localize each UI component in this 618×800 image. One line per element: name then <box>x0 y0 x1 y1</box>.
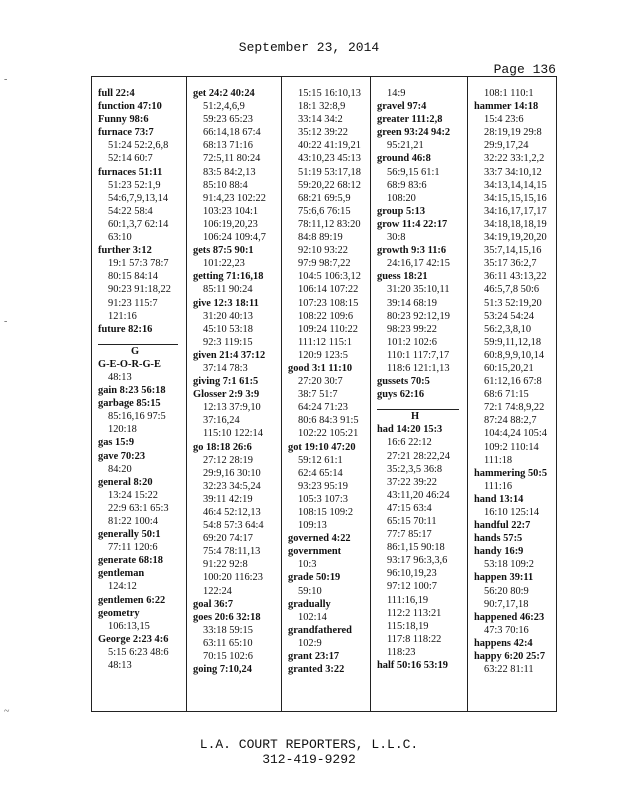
index-entry-continuation: 12:13 37:9,10 <box>203 402 261 414</box>
index-entry-continuation: 105:3 107:3 <box>298 493 348 505</box>
scan-margin-mark: - <box>4 74 8 85</box>
index-entry-continuation: 92:10 93:22 <box>298 245 348 257</box>
index-entry-continuation: 34:16,17,17,17 <box>484 205 547 217</box>
index-entry-continuation: 59:20,22 68:12 <box>298 179 361 191</box>
index-entry: George 2:23 4:6 <box>98 633 169 645</box>
index-entry-continuation: 111:16 <box>484 480 513 492</box>
index-entry-continuation: 39:14 68:19 <box>387 297 437 309</box>
index-entry-continuation: 81:22 100:4 <box>108 516 158 527</box>
index-entry-continuation: 39:11 42:19 <box>203 493 253 505</box>
index-entry-continuation: 35:7,14,15,16 <box>484 245 542 257</box>
index-entry-continuation: 97:9 98:7,22 <box>298 258 351 270</box>
index-entry-continuation: 97:12 100:7 <box>387 581 437 593</box>
section-letter: H <box>377 409 459 423</box>
index-entry-continuation: 87:24 88:2,7 <box>484 415 537 427</box>
index-entry-continuation: 63:22 81:11 <box>484 664 534 676</box>
index-entry-continuation: 51:19 53:17,18 <box>298 166 361 178</box>
index-entry-continuation: 84:8 89:19 <box>298 232 343 244</box>
index-entry-continuation: 85:16,16 97:5 <box>108 411 166 423</box>
index-entry-continuation: 72:5,11 80:24 <box>203 153 261 165</box>
index-entry-continuation: 13:24 15:22 <box>108 489 158 501</box>
index-entry-continuation: 118:23 <box>387 646 416 658</box>
index-entry: happens 42:4 <box>474 637 533 649</box>
index-entry: function 47:10 <box>98 101 162 113</box>
index-entry-continuation: 34:13,14,14,15 <box>484 179 547 191</box>
index-entry-continuation: 31:20 40:13 <box>203 310 253 322</box>
scan-margin-mark: - <box>4 316 8 327</box>
index-entry-continuation: 27:21 28:22,24 <box>387 450 450 462</box>
index-entry-continuation: 38:7 51:7 <box>298 389 338 401</box>
index-entry-continuation: 111:18 <box>484 454 513 466</box>
index-entry-continuation: 33:18 59:15 <box>203 624 253 636</box>
index-entry: government <box>288 546 342 558</box>
index-entry: green 93:24 94:2 <box>377 127 451 139</box>
index-entry-continuation: 112:2 113:21 <box>387 607 442 619</box>
index-entry-continuation: 51:24 52:2,6,8 <box>108 140 169 152</box>
index-entry-continuation <box>377 401 467 409</box>
index-entry-continuation: 56:2,3,8,10 <box>484 323 532 335</box>
index-entry: gain 8:23 56:18 <box>98 385 166 397</box>
index-entry-continuation: 37:22 39:22 <box>387 476 437 488</box>
index-entry-continuation: 120:18 <box>108 424 137 436</box>
index-entry-continuation: 60:15,20,21 <box>484 362 534 374</box>
index-entry-continuation: 68:13 71:16 <box>203 140 253 152</box>
index-entry: gentleman <box>98 568 145 580</box>
index-entry: guess 18:21 <box>377 271 428 283</box>
index-entry-continuation: 43:11,20 46:24 <box>387 489 450 501</box>
index-entry-continuation: 108:20 <box>387 192 416 204</box>
index-entry-continuation: 77:11 120:6 <box>108 542 158 554</box>
index-entry-continuation: 80:6 84:3 91:5 <box>298 415 359 427</box>
index-entry-continuation: 96:10,19,23 <box>387 568 437 580</box>
index-entry-continuation: 59:23 65:23 <box>203 114 253 126</box>
index-entry-continuation: 65:15 70:11 <box>387 516 437 527</box>
index-entry-continuation: 90:7,17,18 <box>484 598 529 610</box>
index-entry: Glosser 2:9 3:9 <box>193 389 260 401</box>
header-date: September 23, 2014 <box>238 40 380 55</box>
index-entry-continuation: 111:16,19 <box>387 594 429 606</box>
index-entry: gravel 97:4 <box>377 101 427 113</box>
index-entry-continuation: 51:2,4,6,9 <box>203 101 245 113</box>
index-entry: giving 7:1 61:5 <box>193 376 259 388</box>
index-entry-continuation: 108:15 109:2 <box>298 507 354 518</box>
index-column-4 <box>370 77 467 711</box>
index-entry-continuation: 106:24 109:4,7 <box>203 232 266 244</box>
index-entry: happen 39:11 <box>474 572 534 584</box>
index-entry: hammering 50:5 <box>474 467 548 479</box>
index-entry: gas 15:9 <box>98 437 135 449</box>
index-entry-continuation: 43:10,23 45:13 <box>298 153 361 165</box>
index-entry: generally 50:1 <box>98 529 161 541</box>
index-entry: further 3:12 <box>98 245 152 257</box>
index-entry-continuation: 93:17 96:3,3,6 <box>387 555 448 567</box>
scan-margin-mark: ~ <box>4 706 10 717</box>
index-entry-continuation: 18:1 32:8,9 <box>298 101 346 113</box>
index-entry: furnaces 51:11 <box>98 166 163 178</box>
index-entry-continuation: 69:20 74:17 <box>203 533 253 545</box>
index-column-3 <box>281 77 370 711</box>
index-entry-continuation: 19:1 57:3 78:7 <box>108 258 169 270</box>
index-entry-continuation: 54:8 57:3 64:4 <box>203 520 264 532</box>
index-entry-continuation: 33:7 34:10,12 <box>484 166 542 178</box>
index-entry-continuation: 92:3 119:15 <box>203 336 253 348</box>
index-entry-continuation: 48:13 <box>108 660 132 672</box>
index-entry: G-E-O-R-G-E <box>98 358 161 370</box>
index-entry-continuation: 117:8 118:22 <box>387 633 442 645</box>
index-entry: handy 16:9 <box>474 546 524 558</box>
index-entry-continuation: 16:6 22:12 <box>387 437 432 449</box>
index-entry-continuation: 59:12 61:1 <box>298 454 343 466</box>
index-entry-continuation: 60:8,9,9,10,14 <box>484 349 545 361</box>
index-entry-continuation: 98:23 99:22 <box>387 323 437 335</box>
index-entry-continuation: 15:4 23:6 <box>484 114 524 126</box>
index-entry-continuation: 64:24 71:23 <box>298 402 348 414</box>
index-entry-continuation: 54:22 58:4 <box>108 205 153 217</box>
index-column-1 <box>92 77 186 711</box>
index-entry: garbage 85:15 <box>98 398 161 410</box>
index-entry: hand 13:14 <box>474 493 524 505</box>
index-entry-continuation: 15:15 16:10,13 <box>298 88 361 99</box>
index-entry: grandfathered <box>288 624 352 636</box>
index-entry-continuation: 107:23 108:15 <box>298 297 359 309</box>
footer-company: L.A. COURT REPORTERS, L.L.C. <box>199 737 419 752</box>
index-entry-continuation: 28:19,19 29:8 <box>484 127 542 139</box>
index-entry-continuation: 5:15 6:23 48:6 <box>108 646 169 658</box>
index-entry-continuation: 34:15,15,15,16 <box>484 192 547 204</box>
index-entry-continuation: 109:24 110:22 <box>298 323 358 335</box>
index-entry-continuation: 35:12 39:22 <box>298 127 348 139</box>
index-entry-continuation: 59:10 <box>298 585 322 597</box>
index-entry-continuation: 91:23 115:7 <box>108 297 158 309</box>
index-entry-continuation: 40:22 41:19,21 <box>298 140 361 152</box>
index-entry-continuation: 61:12,16 67:8 <box>484 376 542 388</box>
index-entry: grade 50:19 <box>288 572 341 584</box>
index-entry-continuation: 31:20 35:10,11 <box>387 284 450 296</box>
index-entry: going 7:10,24 <box>193 664 252 676</box>
index-entry: get 24:2 40:24 <box>193 88 255 99</box>
page-number: Page 136 <box>493 62 556 77</box>
index-column-2 <box>186 77 281 711</box>
index-column-5 <box>467 77 558 711</box>
index-entry-continuation: 106:13,15 <box>108 620 150 632</box>
index-entry: happened 46:23 <box>474 611 545 623</box>
index-entry-continuation: 68:6 71:15 <box>484 389 529 401</box>
index-entry-continuation: 121:16 <box>108 310 137 322</box>
index-entry: full 22:4 <box>98 88 135 99</box>
index-entry-continuation: 95:21,21 <box>387 140 424 152</box>
index-entry-continuation: 47:15 63:4 <box>387 502 432 514</box>
index-entry-continuation: 16:10 125:14 <box>484 507 540 518</box>
index-entry-continuation: 36:11 43:13,22 <box>484 271 547 283</box>
index-entry-continuation: 52:14 60:7 <box>108 153 153 165</box>
index-entry-continuation: 124:12 <box>108 581 137 593</box>
index-entry-continuation: 106:19,20,23 <box>203 218 258 230</box>
index-entry: governed 4:22 <box>288 533 351 545</box>
index-entry-continuation: 108:22 109:6 <box>298 310 354 322</box>
index-entry-continuation: 30:8 <box>387 232 406 244</box>
index-entry-continuation: 102:14 <box>298 611 327 623</box>
index-entry-continuation: 59:9,11,12,18 <box>484 336 542 348</box>
index-entry-continuation: 22:9 63:1 65:3 <box>108 502 169 514</box>
index-entry: give 12:3 18:11 <box>193 297 259 309</box>
index-entry-continuation: 120:9 123:5 <box>298 349 348 361</box>
index-entry-continuation: 109:13 <box>298 520 327 532</box>
index-entry-continuation: 86:1,15 90:18 <box>387 542 445 554</box>
index-entry-continuation: 118:6 121:1,13 <box>387 362 450 374</box>
index-entry-continuation: 29:9,16 30:10 <box>203 467 261 479</box>
index-entry-continuation: 93:23 95:19 <box>298 480 348 492</box>
index-entry: handful 22:7 <box>474 520 531 532</box>
index-entry-continuation: 106:14 107:22 <box>298 284 359 296</box>
index-entry-continuation: 103:23 104:1 <box>203 205 259 217</box>
index-entry-continuation: 85:10 88:4 <box>203 179 248 191</box>
index-entry: grow 11:4 22:17 <box>377 218 448 230</box>
index-entry-continuation: 115:18,19 <box>387 620 429 632</box>
index-entry: general 8:20 <box>98 476 153 488</box>
index-entry-continuation: 80:15 84:14 <box>108 271 158 283</box>
index-entry-continuation: 101:22,23 <box>203 258 245 270</box>
index-entry: good 3:1 11:10 <box>288 362 353 374</box>
index-entry-continuation: 90:23 91:18,22 <box>108 284 171 296</box>
index-entry: goal 36:7 <box>193 598 234 610</box>
index-entry-continuation: 83:5 84:2,13 <box>203 166 256 178</box>
index-entry-continuation: 27:20 30:7 <box>298 376 343 388</box>
index-entry: Funny 98:6 <box>98 114 149 126</box>
index-entry-continuation: 51:23 52:1,9 <box>108 179 161 191</box>
index-entry-continuation: 62:4 65:14 <box>298 467 343 479</box>
index-entry-continuation: 56:9,15 61:1 <box>387 166 440 178</box>
index-entry-continuation: 75:6,6 76:15 <box>298 205 351 217</box>
index-entry-continuation: 102:22 105:21 <box>298 428 359 440</box>
index-entry-continuation: 91:4,23 102:22 <box>203 192 266 204</box>
index-entry-continuation: 51:3 52:19,20 <box>484 297 542 309</box>
index-entry: grant 23:17 <box>288 651 340 663</box>
index-entry: gussets 70:5 <box>377 376 430 388</box>
index-entry-continuation: 101:2 102:6 <box>387 336 437 348</box>
index-entry-continuation: 63:11 65:10 <box>203 637 253 649</box>
index-entry-continuation: 46:5,7,8 50:6 <box>484 284 540 296</box>
index-entry: getting 71:16,18 <box>193 271 264 283</box>
index-entry: got 19:10 47:20 <box>288 441 356 453</box>
index-entry-continuation: 75:4 78:11,13 <box>203 546 261 558</box>
index-entry-continuation: 53:24 54:24 <box>484 310 534 322</box>
index-entry-continuation: 108:1 110:1 <box>484 88 534 99</box>
index-entry-continuation: 109:2 110:14 <box>484 441 539 453</box>
index-entry-continuation: 122:24 <box>203 585 232 597</box>
index-entry: given 21:4 37:12 <box>193 349 266 361</box>
index-entry-continuation: 32:23 34:5,24 <box>203 480 261 492</box>
index-entry-continuation: 100:20 116:23 <box>203 572 263 584</box>
index-entry-continuation: 60:1,3,7 62:14 <box>108 218 169 230</box>
index-entry: ground 46:8 <box>377 153 431 165</box>
index-entry-continuation: 45:10 53:18 <box>203 323 253 335</box>
index-entry: generate 68:18 <box>98 555 163 567</box>
index-entry: happy 6:20 25:7 <box>474 651 546 663</box>
index-entry: gradually <box>288 598 331 610</box>
index-entry: goes 20:6 32:18 <box>193 611 261 623</box>
index-entry: gentlemen 6:22 <box>98 594 166 606</box>
index-entry-continuation: 80:23 92:12,19 <box>387 310 450 322</box>
index-entry: hammer 14:18 <box>474 101 539 113</box>
index-entry-continuation: 91:22 92:8 <box>203 559 248 571</box>
index-entry: go 18:18 26:6 <box>193 441 252 453</box>
index-entry-continuation: 72:1 74:8,9,22 <box>484 402 545 414</box>
index-entry: guys 62:16 <box>377 389 425 401</box>
index-entry: future 82:16 <box>98 323 153 335</box>
index-entry-continuation: 29:9,17,24 <box>484 140 529 152</box>
index-entry-continuation: 34:18,18,18,19 <box>484 218 547 230</box>
index-entry-continuation: 56:20 80:9 <box>484 585 529 597</box>
index-entry: furnace 73:7 <box>98 127 154 139</box>
footer-phone: 312-419-9292 <box>262 752 356 767</box>
index-entry-continuation: 68:9 83:6 <box>387 179 427 191</box>
index-entry-continuation: 34:19,19,20,20 <box>484 232 547 244</box>
index-entry-continuation: 84:20 <box>108 463 132 475</box>
index-entry-continuation: 27:12 28:19 <box>203 454 253 466</box>
index-entry-continuation: 63:10 <box>108 232 132 244</box>
index-entry-continuation: 70:15 102:6 <box>203 651 253 663</box>
index-entry-continuation: 78:11,12 83:20 <box>298 218 361 230</box>
index-entry-continuation: 33:14 34:2 <box>298 114 343 126</box>
index-entry-continuation: 46:4 52:12,13 <box>203 507 261 518</box>
index-entry-continuation <box>98 336 186 344</box>
index-entry: hands 57:5 <box>474 533 523 545</box>
index-entry-continuation: 47:3 70:16 <box>484 624 529 636</box>
index-entry-continuation: 35:2,3,5 36:8 <box>387 463 443 475</box>
index-entry-continuation: 68:21 69:5,9 <box>298 192 351 204</box>
index-entry: half 50:16 53:19 <box>377 660 448 672</box>
index-entry-continuation: 24:16,17 42:15 <box>387 258 450 270</box>
index-entry-continuation: 35:17 36:2,7 <box>484 258 537 270</box>
index-entry-continuation: 37:14 78:3 <box>203 362 248 374</box>
index-entry-continuation: 14:9 <box>387 88 406 99</box>
index-entry-continuation: 10:3 <box>298 559 317 571</box>
index-entry-continuation: 115:10 122:14 <box>203 428 263 440</box>
index-entry: gave 70:23 <box>98 450 146 462</box>
section-letter: G <box>98 344 178 358</box>
index-entry-continuation: 111:12 115:1 <box>298 336 352 348</box>
index-entry-continuation: 48:13 <box>108 371 132 383</box>
index-entry-continuation: 77:7 85:17 <box>387 529 432 541</box>
index-entry-continuation: 85:11 90:24 <box>203 284 253 296</box>
index-entry: greater 111:2,8 <box>377 114 443 126</box>
index-entry-continuation: 54:6,7,9,13,14 <box>108 192 169 204</box>
index-entry: granted 3:22 <box>288 664 345 676</box>
index-entry-continuation: 37:16,24 <box>203 415 240 427</box>
index-entry: gets 87:5 90:1 <box>193 245 254 257</box>
index-entry-continuation: 66:14,18 67:4 <box>203 127 261 139</box>
index-entry: geometry <box>98 607 140 619</box>
index-entry: growth 9:3 11:6 <box>377 245 447 257</box>
index-entry-continuation: 104:5 106:3,12 <box>298 271 361 283</box>
index-entry-continuation: 102:9 <box>298 637 322 649</box>
index-entry: had 14:20 15:3 <box>377 424 443 436</box>
index-entry-continuation: 104:4,24 105:4 <box>484 428 547 440</box>
index-entry-continuation: 110:1 117:7,17 <box>387 349 450 361</box>
index-entry-continuation: 53:18 109:2 <box>484 559 534 571</box>
index-entry-continuation: 32:22 33:1,2,2 <box>484 153 545 165</box>
word-index-table <box>91 76 557 712</box>
index-entry: group 5:13 <box>377 205 426 217</box>
